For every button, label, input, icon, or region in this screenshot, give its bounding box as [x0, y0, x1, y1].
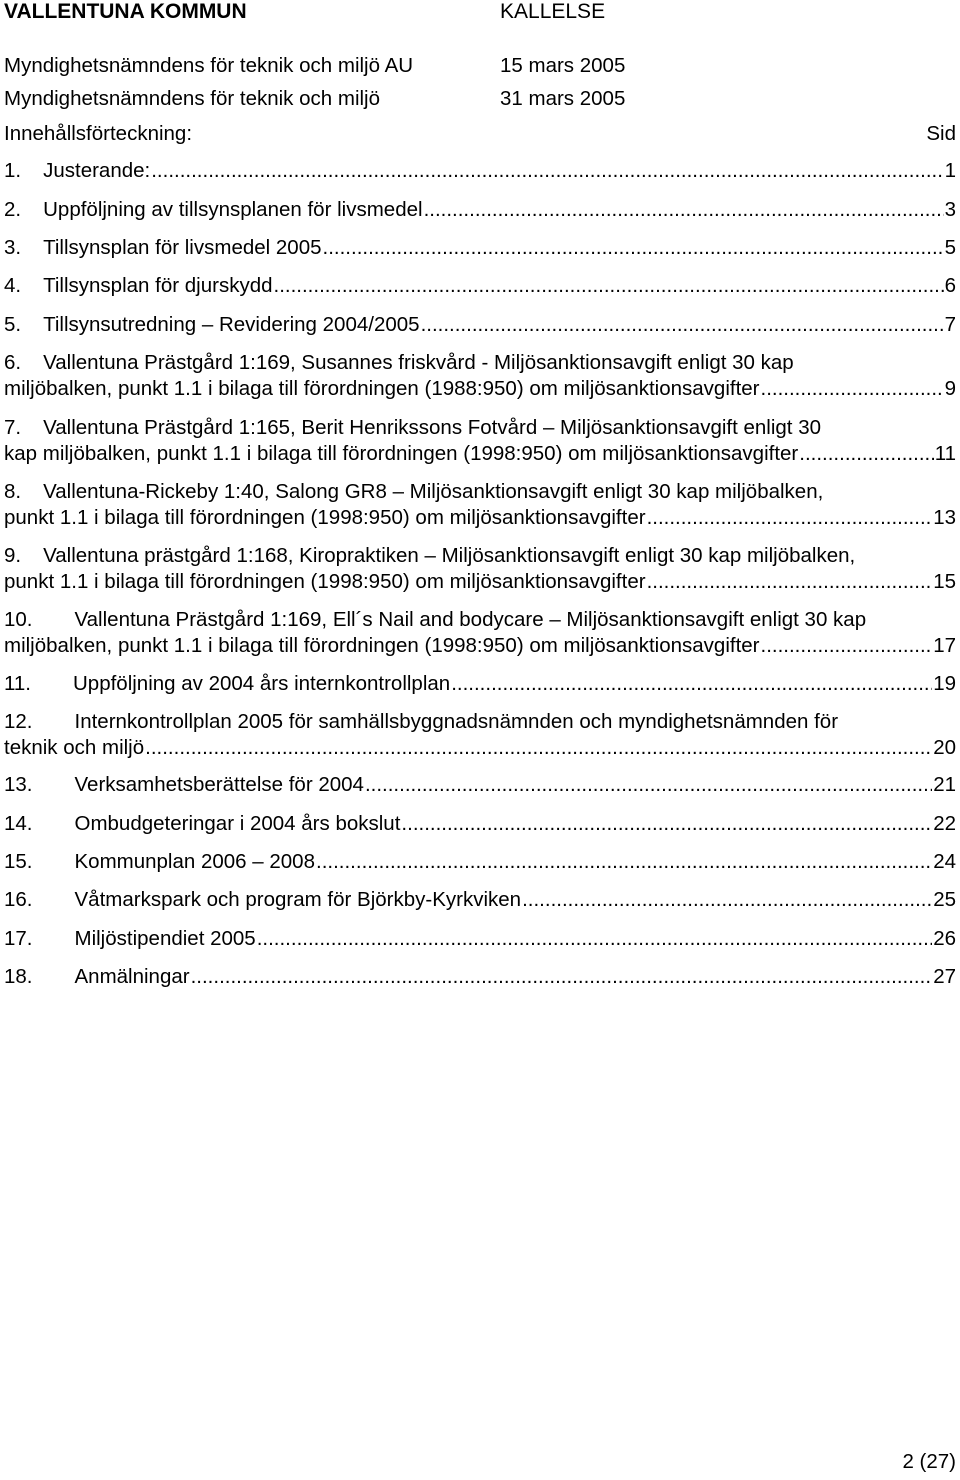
- toc-entry[interactable]: [4, 235, 956, 261]
- toc-entry-page: 1: [944, 159, 956, 182]
- toc-entry-number: 3.: [4, 236, 22, 259]
- toc-leader-dots: [647, 505, 933, 531]
- organization-name: VALLENTUNA KOMMUN: [4, 0, 247, 23]
- toc-entry-title: Vallentuna Prästgård 1:169, Ell´s Nail and bodycare – Miljösanktionsavgift enligt 30 kap: [74, 608, 867, 631]
- toc-entry-page: 17: [933, 634, 956, 657]
- toc-entry-number: 15.: [4, 850, 33, 873]
- meeting-name: Myndighetsnämndens för teknik och miljö: [4, 87, 381, 110]
- toc-entry-number: 16.: [4, 888, 33, 911]
- toc-entry-title: Vallentuna Prästgård 1:169, Susannes friskvård - Miljösanktionsavgift enligt 30 kap: [43, 351, 794, 374]
- toc-leader-dots: [191, 964, 933, 990]
- toc-entry[interactable]: [4, 479, 956, 531]
- toc-entry-number: 14.: [4, 812, 33, 835]
- toc-entry-title: Tillsynsutredning – Revidering 2004/2005: [43, 313, 420, 336]
- toc-entry-number: 13.: [4, 773, 33, 796]
- toc-entry-title: punkt 1.1 i bilaga till förordningen (1998:950) om miljösanktionsavgifter: [4, 570, 646, 593]
- toc-entry-page: 3: [944, 198, 956, 221]
- toc-entry-page: 7: [944, 313, 956, 336]
- toc-entry[interactable]: [4, 671, 956, 697]
- toc-leader-dots: [401, 811, 932, 837]
- toc-entry-number: 9.: [4, 544, 22, 567]
- toc-entry-title: punkt 1.1 i bilaga till förordningen (1998:950) om miljösanktionsavgifter: [4, 506, 646, 529]
- toc-leader-dots: [145, 735, 932, 761]
- toc-heading: Innehållsförteckning:: [4, 122, 193, 145]
- toc-entry[interactable]: [4, 772, 956, 798]
- toc-leader-dots: [421, 312, 944, 338]
- toc-entry-page: 5: [944, 236, 956, 259]
- toc-entry[interactable]: [4, 607, 956, 659]
- toc-entry[interactable]: [4, 543, 956, 595]
- toc-entry-page: 20: [933, 736, 956, 759]
- toc-entry[interactable]: [4, 273, 956, 299]
- toc-entry-page: 25: [933, 888, 956, 911]
- toc-entry[interactable]: [4, 312, 956, 338]
- toc-entry-number: 1.: [4, 159, 22, 182]
- toc-page-heading: Sid: [926, 122, 956, 145]
- toc-entry-title: Tillsynsplan för livsmedel 2005: [43, 236, 322, 259]
- toc-entry-number: 17.: [4, 927, 33, 950]
- toc-entry-title: Ombudgeteringar i 2004 års bokslut: [74, 812, 401, 835]
- page-indicator: 2 (27): [902, 1450, 956, 1473]
- toc-entry-page: 19: [933, 672, 956, 695]
- toc-entry-number: 6.: [4, 351, 22, 374]
- toc-leader-dots: [365, 772, 932, 798]
- toc-leader-dots: [761, 633, 933, 659]
- toc-entry-page: 24: [933, 850, 956, 873]
- toc-leader-dots: [522, 887, 932, 913]
- toc-entry[interactable]: [4, 811, 956, 837]
- toc-entry-number: 18.: [4, 965, 33, 988]
- toc-entry-title: Justerande:: [43, 159, 151, 182]
- toc-entry-page: 6: [944, 274, 956, 297]
- toc-entry-page: 22: [933, 812, 956, 835]
- toc-entry[interactable]: [4, 350, 956, 402]
- toc-leader-dots: [316, 849, 932, 875]
- toc-entry[interactable]: [4, 415, 956, 467]
- toc-entry-number: 8.: [4, 480, 22, 503]
- toc-entry-page: 21: [933, 773, 956, 796]
- toc-leader-dots: [424, 197, 944, 223]
- toc-entry-title: Vallentuna Prästgård 1:165, Berit Henrikssons Fotvård – Miljösanktionsavgift enligt 30: [43, 416, 821, 439]
- toc-entry-title: Anmälningar: [74, 965, 190, 988]
- toc-entry-number: 12.: [4, 710, 33, 733]
- toc-leader-dots: [761, 376, 944, 402]
- toc-entry-title: kap miljöbalken, punkt 1.1 i bilaga till förordningen (1998:950) om miljösanktionsavgifter: [4, 442, 799, 465]
- toc-entry[interactable]: [4, 709, 956, 761]
- toc-entry-number: 10.: [4, 608, 33, 631]
- toc-entry-title: Internkontrollplan 2005 för samhällsbyggnadsnämnden och myndighetsnämnden för: [74, 710, 839, 733]
- toc-leader-dots: [451, 671, 932, 697]
- toc-entry-page: 11: [934, 442, 956, 465]
- toc-entry[interactable]: [4, 926, 956, 952]
- toc-entry-page: 26: [933, 927, 956, 950]
- toc-entry-title: Uppföljning av 2004 års internkontrollplan: [72, 672, 451, 695]
- toc-leader-dots: [799, 441, 933, 467]
- toc-entry[interactable]: [4, 158, 956, 184]
- toc-entry[interactable]: [4, 964, 956, 990]
- toc-entry-title: Uppföljning av tillsynsplanen för livsmedel: [43, 198, 423, 221]
- toc-leader-dots: [151, 158, 943, 184]
- meeting-name: Myndighetsnämndens för teknik och miljö AU: [4, 54, 414, 77]
- toc-entry-page: 13: [933, 506, 956, 529]
- toc-entry-number: 7.: [4, 416, 22, 439]
- toc-entry-title: Vallentuna-Rickeby 1:40, Salong GR8 – Miljösanktionsavgift enligt 30 kap miljöbalken,: [43, 480, 824, 503]
- toc-entry-number: 5.: [4, 313, 22, 336]
- toc-leader-dots: [274, 273, 944, 299]
- toc-entry-title: Kommunplan 2006 – 2008: [74, 850, 315, 873]
- meeting-date: 31 mars 2005: [500, 87, 626, 110]
- toc-entry-title: teknik och miljö: [4, 736, 145, 759]
- document-type: KALLELSE: [500, 0, 606, 23]
- meeting-date: 15 mars 2005: [500, 54, 626, 77]
- toc-entry-page: 15: [933, 570, 956, 593]
- toc-entry-number: 2.: [4, 198, 22, 221]
- toc-entry[interactable]: [4, 887, 956, 913]
- toc-entry-title: Miljöstipendiet 2005: [74, 927, 256, 950]
- toc-entry[interactable]: [4, 197, 956, 223]
- toc-entry[interactable]: [4, 849, 956, 875]
- toc-leader-dots: [323, 235, 944, 261]
- toc-entry-title: Tillsynsplan för djurskydd: [43, 274, 273, 297]
- toc-entry-title: Våtmarkspark och program för Björkby-Kyrkviken: [74, 888, 522, 911]
- toc-entry-page: 9: [944, 377, 956, 400]
- toc-entry-number: 4.: [4, 274, 22, 297]
- toc-entry-number: 11.: [4, 672, 31, 695]
- toc-entry-title: miljöbalken, punkt 1.1 i bilaga till förordningen (1988:950) om miljösanktionsavgifter: [4, 377, 760, 400]
- toc-entry-title: Vallentuna prästgård 1:168, Kiropraktiken – Miljösanktionsavgift enligt 30 kap miljöbalken,: [43, 544, 856, 567]
- toc-entry-page: 27: [933, 965, 956, 988]
- toc-entry-title: Verksamhetsberättelse för 2004: [74, 773, 364, 796]
- toc-leader-dots: [647, 569, 933, 595]
- toc-leader-dots: [257, 926, 932, 952]
- toc-entry-title: miljöbalken, punkt 1.1 i bilaga till förordningen (1998:950) om miljösanktionsavgifter: [4, 634, 760, 657]
